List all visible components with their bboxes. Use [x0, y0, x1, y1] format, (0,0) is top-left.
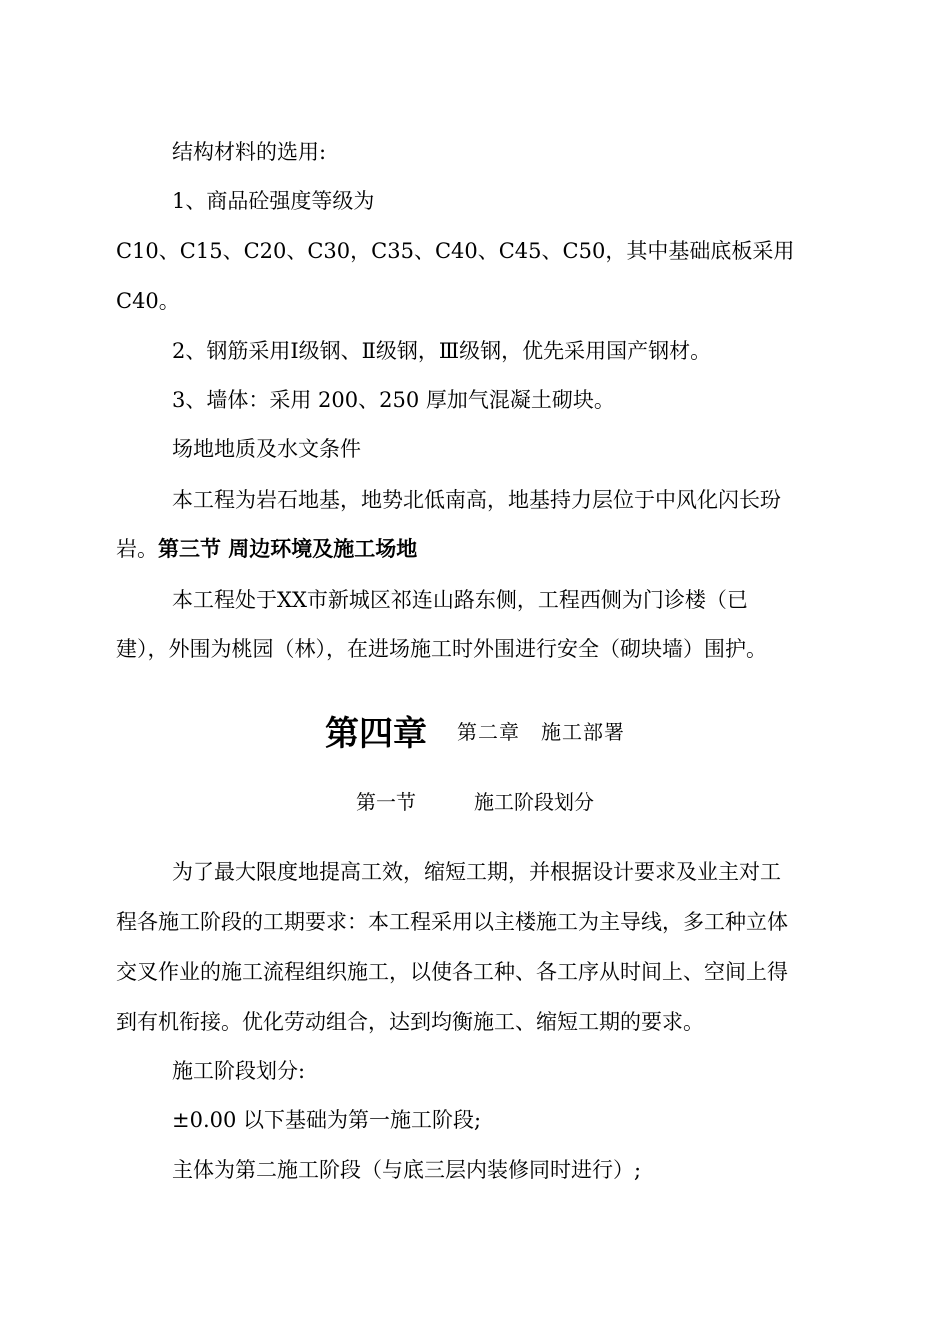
section-3-title: 第三节 周边环境及施工场地 [158, 536, 418, 561]
stages-heading: 施工阶段划分: [172, 1059, 306, 1083]
body-line-3: 交叉作业的施工流程组织施工，以使各工种、各工序从时间上、空间上得 [116, 960, 788, 984]
geology-line-1: 本工程为岩石地基，地势北低南高，地基持力层位于中风化闪长玢 [172, 488, 781, 512]
section-number: 第一节 [356, 790, 416, 814]
geology-line-2-text: 岩。 [116, 537, 158, 561]
stage-2: 主体为第二施工阶段（与底三层内装修同时进行）; [172, 1158, 642, 1182]
chapter-heading [0, 706, 950, 755]
chapter-number: 第四章 [325, 714, 427, 754]
item-3: 3、墙体：采用 200、250 厚加气混凝土砌块。 [172, 388, 615, 412]
item-1-line-3: C40。 [116, 289, 180, 313]
body-line-1: 为了最大限度地提高工效，缩短工期，并根据设计要求及业主对工 [172, 860, 781, 884]
item-1-line-1: 1、商品砼强度等级为 [172, 189, 375, 213]
item-2: 2、钢筋采用Ⅰ级钢、Ⅱ级钢，Ⅲ级钢，优先采用国产钢材。 [172, 339, 712, 363]
section-title: 施工阶段划分 [474, 790, 594, 814]
chapter-title: 第二章 施工部署 [457, 720, 625, 744]
environment-line-2: 建），外围为桃园（林），在进场施工时外围进行安全（砌块墙）围护。 [116, 637, 767, 661]
item-1-line-2: C10、C15、C20、C30，C35、C40、C45、C50，其中基础底板采用 [116, 239, 795, 263]
body-line-4: 到有机衔接。优化劳动组合，达到均衡施工、缩短工期的要求。 [116, 1010, 704, 1034]
stage-1: ±0.00 以下基础为第一施工阶段; [172, 1108, 482, 1132]
section-heading [0, 787, 950, 817]
geology-line-2 [0, 534, 950, 564]
body-line-2: 程各施工阶段的工期要求：本工程采用以主楼施工为主导线，多工种立体 [116, 910, 788, 934]
materials-heading: 结构材料的选用: [172, 140, 327, 164]
geology-heading: 场地地质及水文条件 [172, 437, 361, 461]
environment-line-1: 本工程处于XX市新城区祁连山路东侧，工程西侧为门诊楼（已 [172, 588, 748, 612]
